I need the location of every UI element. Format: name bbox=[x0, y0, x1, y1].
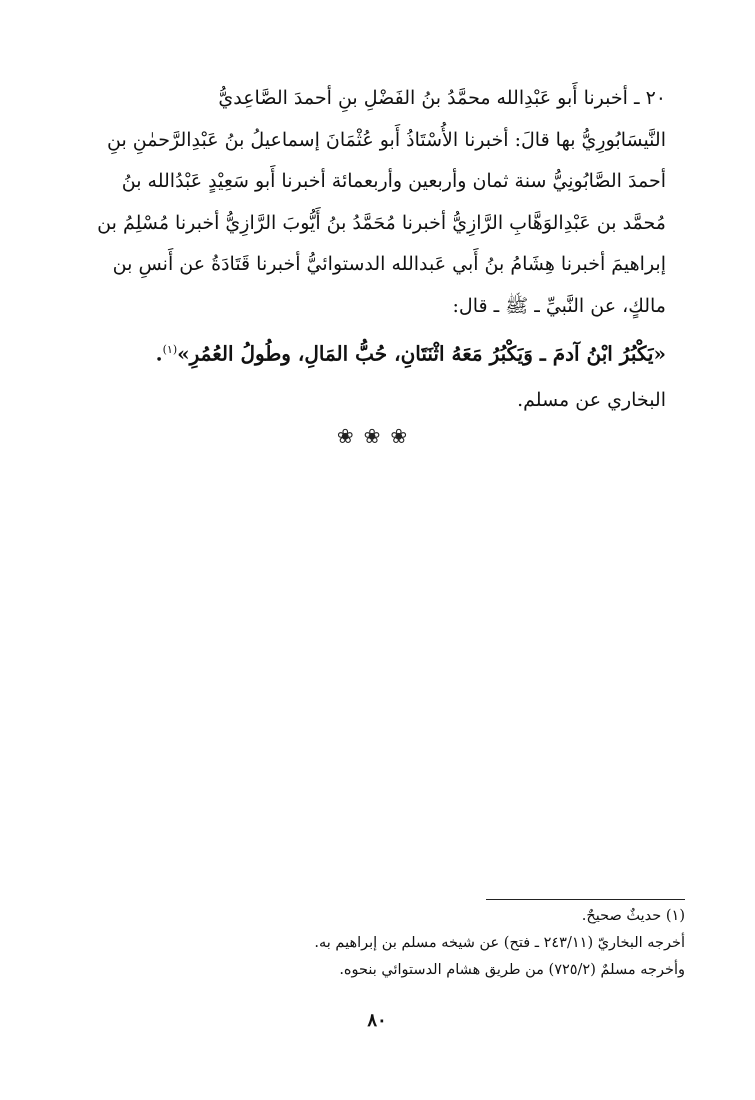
footnote-line: أخرجه البخاريّ (٢٤٣/١١ ـ فتح) عن شيخه مسلم بن إبراهيم به. bbox=[314, 935, 685, 951]
footnote-line: وأخرجه مسلمٌ (٧٢٥/٢) من طريق هشام الدستوائي بنحوه. bbox=[339, 962, 685, 978]
text-line: مُحمَّد بن عَبْدِالوَهَّابِ الرَّازِيُّ أخبرنا مُحَمَّدُ بنُ أَيُّوبَ الرَّازِيُّ أخبرنا مُسْلِمُ بن bbox=[97, 211, 666, 234]
text-line: أحمدَ الصَّابُونِيُّ سنة ثمان وأربعين وأربعمائة أخبرنا أَبو سَعِيْدٍ عَبْدُالله بنُ bbox=[121, 170, 666, 193]
hadith-text bbox=[100, 332, 666, 372]
text-line: ٢٠ ـ أخبرنا أَبو عَبْدِالله محمَّدُ بنُ الفَضْلِ بنِ أحمدَ الصَّاعِديُّ bbox=[218, 87, 666, 109]
text-line: إبراهيمَ أخبرنا هِشَامُ بنُ أَبي عَبدالله الدستوائيُّ أخبرنا قَتَادَةُ عن أَنسِ بن bbox=[112, 253, 666, 276]
hadith-body: «يَكْبُرُ ابْنُ آدمَ ـ وَيَكْبُرُ مَعَهُ اثْنَتَانِ، حُبُّ المَالِ، وطُولُ العُمُرِ» bbox=[177, 341, 666, 366]
footnote-divider bbox=[486, 899, 685, 900]
footnote-ref: (١) bbox=[162, 343, 178, 356]
hadith-chain-paragraph bbox=[88, 78, 666, 328]
takhrij-note: البخاري عن مسلم. bbox=[517, 389, 666, 411]
hadith-end: . bbox=[155, 341, 163, 366]
text-line: مالكٍ، عن النَّبيِّ ـ ﷺ ـ قال: bbox=[452, 294, 666, 317]
footnote-line: (١) حديثٌ صحيحٌ. bbox=[581, 908, 685, 924]
footnotes bbox=[200, 903, 685, 984]
page-number: ٨٠ bbox=[367, 1010, 387, 1031]
section-separator-ornament: ❀❀❀ bbox=[336, 424, 418, 448]
text-line: النَّيسَابُورِيُّ بها قالَ: أخبرنا الأُسْتَاذُ أَبو عُثْمَانَ إسماعيلُ بنُ عَبْدِالرَّحمٰنِ بنِ bbox=[107, 128, 666, 151]
